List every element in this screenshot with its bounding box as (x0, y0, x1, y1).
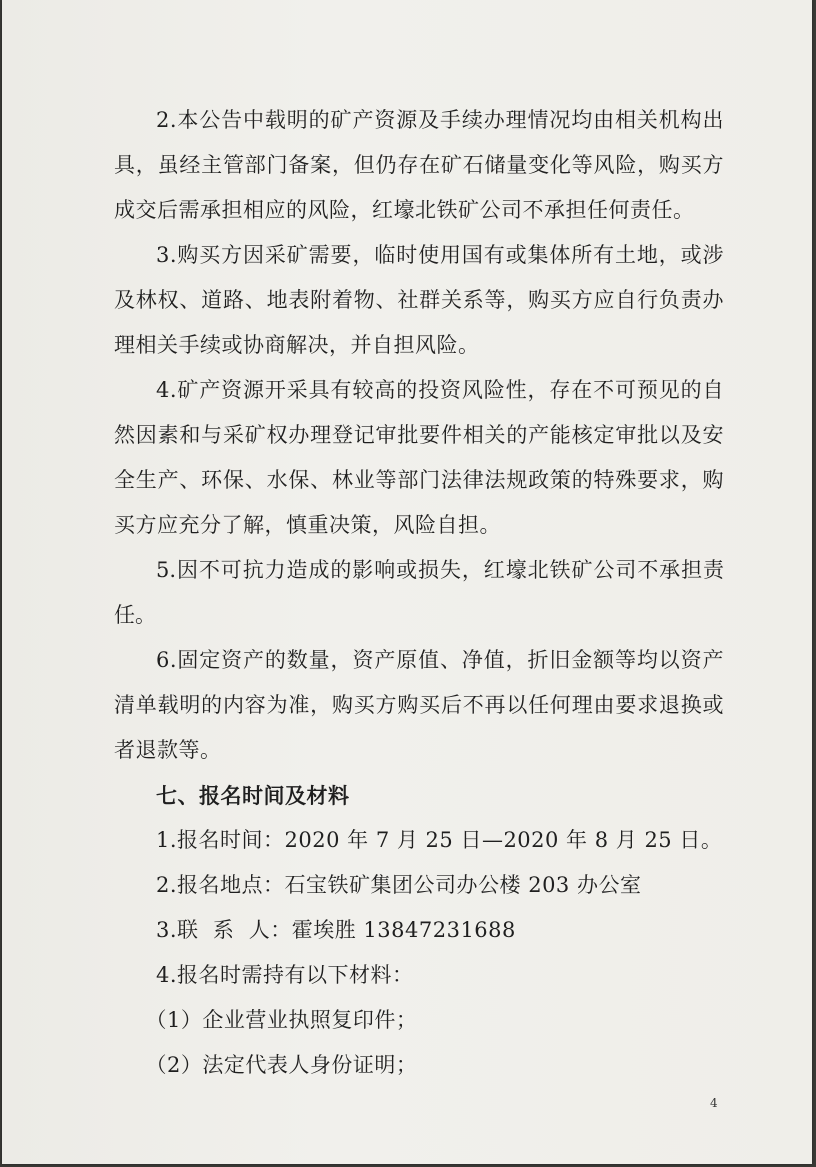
document-body (114, 98, 724, 1088)
paragraph-risk-disclaimer: 2.本公告中载明的矿产资源及手续办理情况均由相关机构出具，虽经主管部门备案，但仍存在矿石储量变化等风险，购买方成交后需承担相应的风险，红壕北铁矿公司不承担任何责任。 (114, 108, 724, 222)
document-page (2, 0, 812, 1164)
section-heading-registration: 七、报名时间及材料 (156, 783, 350, 808)
paragraph-land-use: 3.购买方因采矿需要，临时使用国有或集体所有土地，或涉及林权、道路、地表附着物、社群关系等，购买方应自行负责办理相关手续或协商解决，并自担风险。 (114, 243, 724, 357)
required-materials: 4.报名时需持有以下材料： (156, 963, 414, 987)
paragraph-investment-risk: 4.矿产资源开采具有较高的投资风险性，存在不可预见的自然因素和与采矿权办理登记审批要件相关的产能核定审批以及安全生产、环保、水保、林业等部门法律法规政策的特殊要求，购买方应充分了解，慎重决策，风险自担。 (114, 378, 724, 537)
material-legal-rep-id: （2）法定代表人身份证明； (145, 1053, 418, 1077)
paragraph-force-majeure: 5.因不可抗力造成的影响或损失，红壕北铁矿公司不承担责任。 (114, 558, 724, 627)
registration-time: 1.报名时间：2020 年 7 月 25 日—2020 年 8 月 25 日。 (156, 828, 723, 852)
page-number: 4 (710, 1096, 718, 1110)
contact-person: 3.联 系 人：霍埃胜 13847231688 (156, 918, 516, 942)
material-business-license: （1）企业营业执照复印件； (145, 1008, 418, 1032)
registration-location: 2.报名地点：石宝铁矿集团公司办公楼 203 办公室 (156, 873, 642, 897)
paragraph-fixed-assets: 6.固定资产的数量，资产原值、净值，折旧金额等均以资产清单载明的内容为准，购买方购买后不再以任何理由要求退换或者退款等。 (114, 648, 724, 762)
